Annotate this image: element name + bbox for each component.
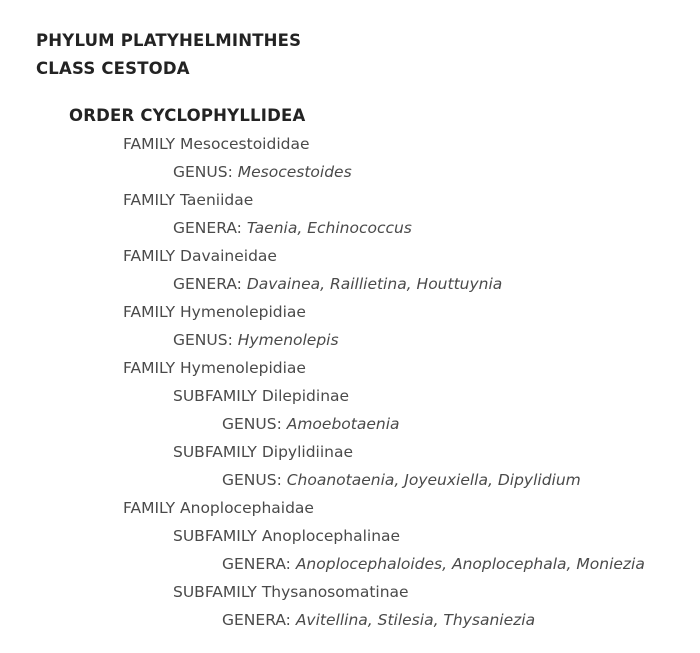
subfamily-line bbox=[36, 382, 692, 410]
family-label: FAMILY Hymenolepidiae bbox=[123, 359, 306, 377]
family-line bbox=[36, 130, 692, 158]
genus-line bbox=[36, 410, 692, 438]
genus-names: Anoplocephaloides, Anoplocephala, Moniezia bbox=[295, 555, 645, 573]
family-label: FAMILY Anoplocephaidae bbox=[123, 499, 314, 517]
genus-line bbox=[36, 466, 692, 494]
family-line bbox=[36, 186, 692, 214]
family-label: FAMILY Hymenolepidiae bbox=[123, 303, 306, 321]
rank-label: GENERA: bbox=[222, 555, 296, 573]
rank-label: GENUS: bbox=[222, 471, 287, 489]
rank-label: GENERA: bbox=[173, 275, 247, 293]
class-heading: CLASS CESTODA bbox=[36, 59, 190, 78]
rank-label: GENERA: bbox=[222, 611, 296, 629]
family-line bbox=[36, 494, 692, 522]
subfamily-label: SUBFAMILY Thysanosomatinae bbox=[173, 583, 409, 601]
subfamily-line bbox=[36, 522, 692, 550]
genera-line bbox=[36, 606, 692, 634]
genus-names: Amoebotaenia bbox=[286, 415, 400, 433]
genera-line bbox=[36, 214, 692, 242]
genus-line bbox=[36, 158, 692, 186]
genus-line bbox=[36, 326, 692, 354]
genera-line bbox=[36, 550, 692, 578]
rank-label: GENERA: bbox=[173, 219, 247, 237]
genus-names: Hymenolepis bbox=[237, 331, 339, 349]
genus-names: Davainea, Raillietina, Houttuynia bbox=[246, 275, 503, 293]
family-label: FAMILY Davaineidae bbox=[123, 247, 277, 265]
order-heading: ORDER CYCLOPHYLLIDEA bbox=[69, 106, 306, 125]
rank-label: GENUS: bbox=[173, 331, 238, 349]
family-line bbox=[36, 354, 692, 382]
genus-names: Avitellina, Stilesia, Thysaniezia bbox=[295, 611, 536, 629]
family-line bbox=[36, 298, 692, 326]
family-label: FAMILY Mesocestoididae bbox=[123, 135, 310, 153]
subfamily-line bbox=[36, 578, 692, 606]
subfamily-line bbox=[36, 438, 692, 466]
rank-label: GENUS: bbox=[173, 163, 238, 181]
family-line bbox=[36, 242, 692, 270]
genus-names: Taenia, Echinococcus bbox=[246, 219, 412, 237]
rank-label: GENUS: bbox=[222, 415, 287, 433]
genus-names: Choanotaenia, Joyeuxiella, Dipylidium bbox=[286, 471, 581, 489]
genus-names: Mesocestoides bbox=[237, 163, 352, 181]
subfamily-label: SUBFAMILY Dipylidiinae bbox=[173, 443, 354, 461]
genera-line bbox=[36, 270, 692, 298]
family-label: FAMILY Taeniidae bbox=[123, 191, 254, 209]
subfamily-label: SUBFAMILY Anoplocephalinae bbox=[173, 527, 401, 545]
phylum-heading: PHYLUM PLATYHELMINTHES bbox=[36, 31, 302, 50]
subfamily-label: SUBFAMILY Dilepidinae bbox=[173, 387, 350, 405]
